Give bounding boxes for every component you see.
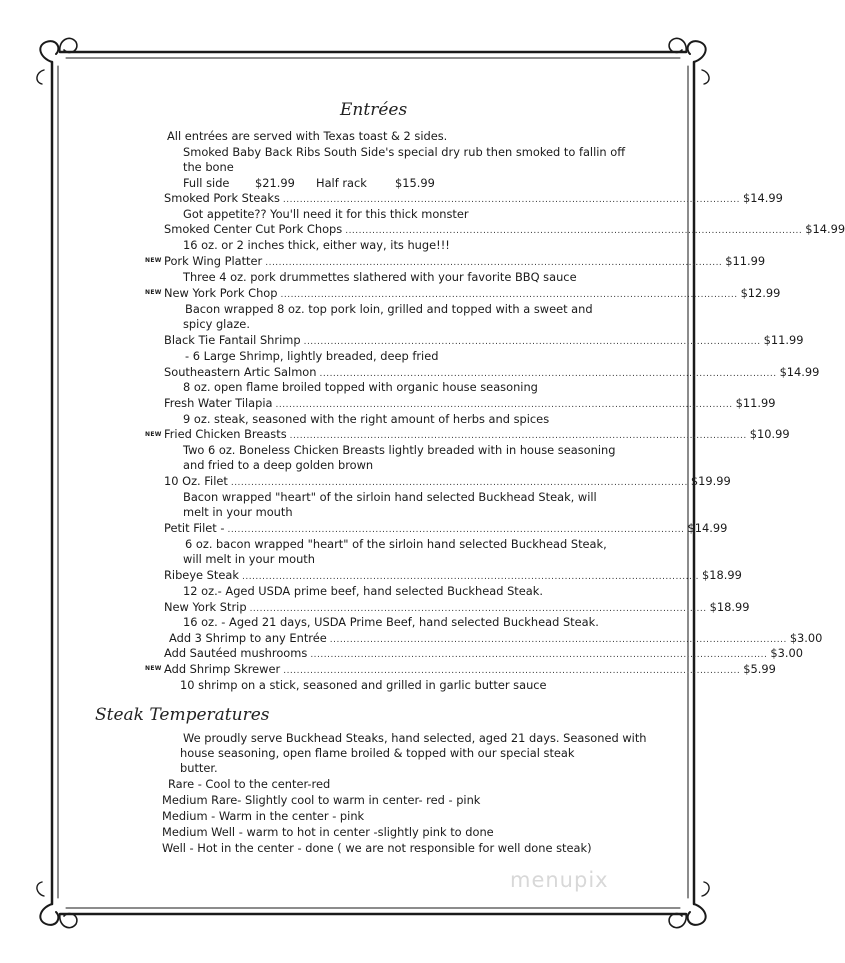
new-badge: NEW xyxy=(145,665,162,672)
temperature-level: Rare - Cool to the center-red xyxy=(168,777,331,791)
new-badge: NEW xyxy=(145,257,162,264)
watermark: menupix xyxy=(510,868,609,892)
leader-dots: ........................................................................................................................................ xyxy=(265,258,723,268)
menu-item xyxy=(164,521,728,538)
menu-item-name: Pork Wing Platter xyxy=(164,254,263,268)
temperature-level: Medium - Warm in the center - pink xyxy=(162,809,365,823)
leader-dots: ........................................................................................................................................ xyxy=(275,400,733,410)
leader-dots: ........................................................................................................................................ xyxy=(282,195,740,205)
menu-item-description: melt in your mouth xyxy=(183,505,293,519)
menu-item-price: $10.99 xyxy=(749,427,790,441)
menu-item-description: spicy glaze. xyxy=(183,317,250,331)
menu-item-name: Smoked Pork Steaks xyxy=(164,191,280,205)
menu-item xyxy=(164,333,804,350)
menu-item-name: New York Pork Chop xyxy=(164,286,278,300)
ribs-full-price: $21.99 xyxy=(255,176,295,190)
leader-dots: ........................................................................................................................................ xyxy=(319,369,777,379)
leader-dots: ........................................................................................................................................ xyxy=(249,604,707,614)
temperature-level: Medium Well - warm to hot in center -slightly pink to done xyxy=(162,825,494,839)
menu-item-price: $14.99 xyxy=(779,365,820,379)
menu-item-name: Smoked Center Cut Pork Chops xyxy=(164,222,343,236)
menu-item-description: and fried to a deep golden brown xyxy=(183,458,374,472)
menu-item-description: - 6 Large Shrimp, lightly breaded, deep fried xyxy=(185,349,439,363)
menu-item-name: Fried Chicken Breasts xyxy=(164,427,287,441)
ribs-full-label: Full side xyxy=(183,176,230,190)
menu-item-name: New York Strip xyxy=(164,600,247,614)
menu-item-description: Three 4 oz. pork drummettes slathered with your favorite BBQ sauce xyxy=(183,270,577,284)
menu-item-price: $11.99 xyxy=(735,396,776,410)
leader-dots: ........................................................................................................................................ xyxy=(230,478,688,488)
menu-item-price: $3.00 xyxy=(770,646,803,660)
leader-dots: ........................................................................................................................................ xyxy=(227,525,685,535)
menu-item-description: Two 6 oz. Boneless Chicken Breasts lightly breaded with in house seasoning xyxy=(183,443,616,457)
new-badge: NEW xyxy=(145,431,162,438)
leader-dots: ........................................................................................................................................ xyxy=(289,431,747,441)
menu-item-name: Add Sautéed mushrooms xyxy=(164,646,308,660)
menu-item-name: Black Tie Fantail Shrimp xyxy=(164,333,301,347)
ribs-half-label: Half rack xyxy=(316,176,367,190)
menu-item-price: $11.99 xyxy=(763,333,804,347)
menu-item xyxy=(164,191,783,208)
menu-item-description: 6 oz. bacon wrapped "heart" of the sirloin hand selected Buckhead Steak, xyxy=(185,537,607,551)
menu-item-description: Bacon wrapped 8 oz. top pork loin, grilled and topped with a sweet and xyxy=(185,302,593,316)
menu-item-name: 10 Oz. Filet xyxy=(164,474,228,488)
menu-item-name: Add 3 Shrimp to any Entrée xyxy=(169,631,327,645)
menu-item-price: $14.99 xyxy=(742,191,783,205)
menu-item xyxy=(164,396,776,413)
ribs-description-cont: the bone xyxy=(183,160,234,174)
menu-item-description: Bacon wrapped "heart" of the sirloin hand selected Buckhead Steak, will xyxy=(183,490,597,504)
menu-item xyxy=(164,286,781,303)
leader-dots: ........................................................................................................................................ xyxy=(345,226,803,236)
new-badge: NEW xyxy=(145,289,162,296)
leader-dots: ........................................................................................................................................ xyxy=(303,337,761,347)
menu-item-description: will melt in your mouth xyxy=(183,552,315,566)
temperature-level: Well - Hot in the center - done ( we are not responsible for well done steak) xyxy=(162,841,592,855)
ribs-description: Smoked Baby Back Ribs South Side's special dry rub then smoked to fallin off xyxy=(183,145,626,159)
leader-dots: ........................................................................................................................................ xyxy=(310,650,768,660)
menu-item-price: $12.99 xyxy=(740,286,781,300)
menu-item-name: Petit Filet - xyxy=(164,521,225,535)
menu-item xyxy=(164,646,803,663)
leader-dots: ........................................................................................................................................ xyxy=(280,290,738,300)
leader-dots: ........................................................................................................................................ xyxy=(241,572,700,582)
menu-item-description: 16 oz. - Aged 21 days, USDA Prime Beef, hand selected Buckhead Steak. xyxy=(183,615,599,629)
menu-item-name: Fresh Water Tilapia xyxy=(164,396,273,410)
menu-item-name: Add Shrimp Skrewer xyxy=(164,662,281,676)
menu-item-price: $14.99 xyxy=(805,222,845,236)
temperature-level: Medium Rare- Slightly cool to warm in center- red - pink xyxy=(162,793,481,807)
menu-item-price: $19.99 xyxy=(690,474,731,488)
menu-item-description: 8 oz. open flame broiled topped with organic house seasoning xyxy=(183,380,538,394)
menu-item-name: Southeastern Artic Salmon xyxy=(164,365,317,379)
entrees-heading: Entrées xyxy=(340,100,408,120)
menu-item xyxy=(164,662,776,679)
leader-dots: ........................................................................................................................................ xyxy=(329,635,787,645)
menu-item-price: $11.99 xyxy=(725,254,766,268)
steak-intro: house seasoning, open flame broiled & topped with our special steak xyxy=(180,746,575,760)
menu-item xyxy=(164,568,742,585)
leader-dots: ........................................................................................................................................ xyxy=(283,666,741,676)
menu-item-description: Got appetite?? You'll need it for this thick monster xyxy=(183,207,469,221)
menu-item-description: 9 oz. steak, seasoned with the right amount of herbs and spices xyxy=(183,412,550,426)
menu-item-price: $5.99 xyxy=(743,662,776,676)
menu-item xyxy=(164,474,731,491)
menu-item-description: 16 oz. or 2 inches thick, either way, its huge!!! xyxy=(183,238,450,252)
menu-item-description: 10 shrimp on a stick, seasoned and grilled in garlic butter sauce xyxy=(180,678,547,692)
entrees-intro: All entrées are served with Texas toast & 2 sides. xyxy=(167,129,448,143)
menu-item-price: $3.00 xyxy=(789,631,823,645)
menu-item xyxy=(164,254,766,271)
menu-item-price: $18.99 xyxy=(709,600,750,614)
menu-item-description: 12 oz.- Aged USDA prime beef, hand selected Buckhead Steak. xyxy=(183,584,543,598)
menu-item-price: $18.99 xyxy=(702,568,742,582)
steak-temperatures-heading: Steak Temperatures xyxy=(95,705,270,725)
steak-intro: We proudly serve Buckhead Steaks, hand selected, aged 21 days. Seasoned with xyxy=(183,731,647,745)
steak-intro: butter. xyxy=(180,761,218,775)
menu-item xyxy=(164,222,845,239)
ribs-half-price: $15.99 xyxy=(395,176,435,190)
menu-item-name: Ribeye Steak xyxy=(164,568,239,582)
menu-item-price: $14.99 xyxy=(687,521,728,535)
menu-item xyxy=(164,427,790,444)
